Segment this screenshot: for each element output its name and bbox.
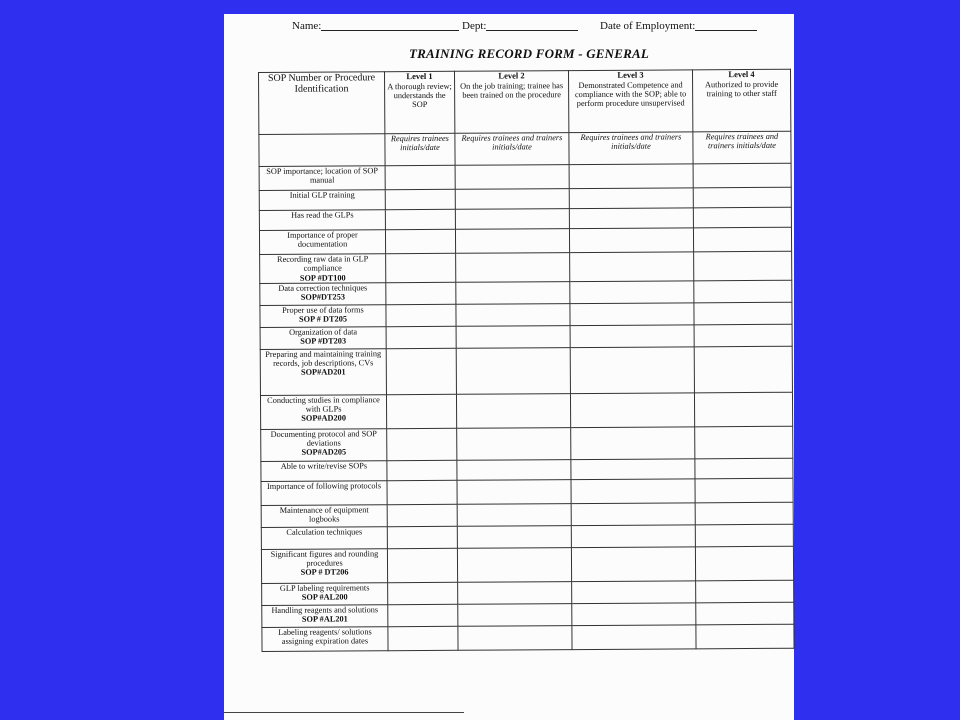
level-1-signoff-cell[interactable] [387, 428, 457, 460]
level-4-desc: Authorized to provide training to other staff [704, 79, 779, 99]
level-3-signoff-cell[interactable] [569, 208, 693, 229]
level-2-signoff-cell[interactable] [457, 525, 571, 548]
level-3-signoff-cell[interactable] [570, 252, 694, 282]
procedure-text: Has read the GLPs [291, 210, 354, 220]
procedure-cell [260, 395, 386, 430]
requirement-row [259, 131, 791, 166]
table-row [261, 524, 793, 549]
sop-code: SOP # DT206 [300, 567, 349, 578]
table-row [262, 602, 794, 627]
level-3-signoff-cell[interactable] [570, 325, 694, 348]
sop-code: SOP#AD200 [301, 413, 347, 424]
level-1-signoff-cell[interactable] [388, 582, 458, 604]
sop-code: SOP #AL200 [301, 592, 348, 602]
dept-blank[interactable] [486, 20, 578, 31]
procedure-cell [262, 605, 388, 628]
level-1-signoff-cell[interactable] [386, 326, 456, 348]
procedure-cell [260, 283, 386, 306]
level-1-signoff-cell[interactable] [387, 548, 457, 582]
level-2-signoff-cell[interactable] [456, 281, 570, 304]
level-3-signoff-cell[interactable] [570, 303, 694, 326]
procedure-text: Handling reagents and solutions [271, 605, 379, 615]
level-4-signoff-cell[interactable] [693, 163, 791, 188]
procedure-text: Maintenance of equipment logbooks [279, 505, 369, 524]
sop-code: SOP #DT203 [300, 336, 347, 346]
level-1-requirement: Requires trainees initials/date [385, 133, 455, 165]
procedure-text: Conducting studies in compliance with GLPs [267, 395, 380, 414]
level-3-signoff-cell[interactable] [572, 603, 696, 626]
sop-code: SOP#DT253 [300, 292, 346, 302]
level-4-requirement: Requires trainees and trainers initials/date [693, 131, 791, 164]
level-3-signoff-cell[interactable] [571, 479, 695, 504]
procedure-cell [261, 549, 387, 584]
procedure-text: Labeling reagents/ solutions assigning expiration dates [278, 627, 372, 646]
name-blank[interactable] [321, 20, 459, 31]
level-4-signoff-cell[interactable] [693, 187, 791, 208]
table-row [262, 580, 794, 605]
procedure-text: Organization of data [289, 327, 358, 337]
level-3-signoff-cell[interactable] [571, 427, 695, 460]
procedure-text: SOP importance; location of SOP manual [266, 166, 378, 185]
level-1-signoff-cell[interactable] [386, 394, 456, 428]
procedure-text: Recording raw data in GLP compliance [276, 254, 369, 274]
level-2-requirement: Requires trainees and trainers initials/date [455, 133, 569, 166]
level-1-signoff-cell[interactable] [385, 165, 455, 189]
table-row [260, 392, 792, 429]
level-3-title: Level 3 [617, 69, 644, 80]
level-1-signoff-cell[interactable] [387, 526, 457, 548]
sop-code: SOP#AD201 [300, 367, 346, 378]
procedure-header: SOP Number or Procedure Identification [259, 72, 385, 135]
level-4-signoff-cell[interactable] [696, 602, 794, 625]
procedure-text: Documenting protocol and SOP deviations [270, 429, 377, 448]
level-4-signoff-cell[interactable] [695, 458, 793, 479]
procedure-cell [259, 230, 385, 255]
level-2-signoff-cell[interactable] [457, 547, 571, 582]
level-1-signoff-cell[interactable] [385, 229, 455, 253]
level-2-signoff-cell[interactable] [457, 459, 571, 480]
procedure-text: Proper use of data forms [282, 305, 364, 315]
procedure-cell [262, 627, 388, 652]
bottom-rule [224, 712, 464, 713]
procedure-cell [260, 349, 386, 396]
table-row [259, 227, 791, 254]
level-2-signoff-cell[interactable] [457, 427, 571, 460]
training-table [258, 69, 795, 652]
sop-code: SOP #AL201 [301, 614, 348, 624]
level-1-signoff-cell[interactable] [388, 626, 458, 650]
level-4-signoff-cell[interactable] [694, 302, 792, 325]
level-2-title: Level 2 [498, 70, 525, 81]
procedure-cell [259, 190, 385, 211]
procedure-text: Data correction techniques [278, 283, 368, 293]
level-2-signoff-cell[interactable] [456, 325, 570, 348]
employment-date-field[interactable] [600, 20, 695, 32]
level-4-signoff-cell[interactable] [693, 207, 791, 228]
procedure-text: Importance of proper documentation [287, 230, 358, 250]
level-4-signoff-cell[interactable] [696, 580, 794, 603]
level-1-signoff-cell[interactable] [388, 604, 458, 626]
level-4-signoff-cell[interactable] [695, 502, 793, 525]
level-1-signoff-cell[interactable] [387, 504, 457, 526]
table-row [260, 280, 792, 305]
sop-code: SOP #DT100 [299, 273, 346, 283]
level-1-signoff-cell[interactable] [385, 189, 455, 209]
table-row [259, 163, 791, 190]
level-3-signoff-cell[interactable] [571, 525, 695, 548]
procedure-cell [261, 481, 387, 506]
level-3-header [568, 70, 692, 133]
level-2-signoff-cell[interactable] [455, 229, 569, 254]
level-4-signoff-cell[interactable] [695, 426, 793, 459]
procedure-cell [262, 583, 388, 606]
name-field[interactable] [292, 20, 321, 32]
level-2-header [454, 71, 568, 134]
level-2-signoff-cell[interactable] [456, 253, 570, 283]
procedure-text: Calculation techniques [286, 527, 363, 537]
table-row [261, 502, 793, 527]
level-2-signoff-cell[interactable] [458, 603, 572, 626]
table-row [261, 546, 793, 583]
form-title: TRAINING RECORD FORM - GENERAL [408, 46, 650, 61]
procedure-text: Initial GLP training [289, 190, 355, 200]
dept-field[interactable] [462, 20, 486, 32]
level-2-signoff-cell[interactable] [456, 303, 570, 326]
procedure-cell [261, 429, 387, 462]
level-3-signoff-cell[interactable] [570, 393, 694, 428]
procedure-text: Able to write/revise SOPs [280, 461, 368, 471]
level-2-signoff-cell[interactable] [458, 625, 572, 650]
level-1-signoff-cell[interactable] [387, 460, 457, 480]
table-row [260, 346, 792, 395]
level-2-signoff-cell[interactable] [455, 189, 569, 210]
table-row [261, 478, 793, 505]
level-3-signoff-cell[interactable] [570, 281, 694, 304]
procedure-cell [260, 327, 386, 350]
procedure-cell [260, 254, 386, 284]
level-4-signoff-cell[interactable] [694, 346, 792, 393]
level-header-row [259, 69, 791, 134]
requirement-blank-cell [259, 134, 385, 167]
level-1-signoff-cell[interactable] [386, 348, 456, 394]
level-3-signoff-cell[interactable] [570, 347, 694, 394]
level-1-title: Level 1 [406, 70, 433, 82]
level-1-signoff-cell[interactable] [387, 480, 457, 504]
level-2-signoff-cell[interactable] [458, 581, 572, 604]
level-4-signoff-cell[interactable] [694, 324, 792, 347]
sop-code: SOP # DT205 [299, 314, 348, 324]
level-2-signoff-cell[interactable] [455, 209, 569, 230]
level-4-signoff-cell[interactable] [695, 524, 793, 547]
level-1-signoff-cell[interactable] [386, 253, 456, 282]
procedure-cell [259, 166, 385, 191]
level-2-signoff-cell[interactable] [457, 479, 571, 504]
level-3-signoff-cell[interactable] [571, 547, 695, 582]
table-row [260, 324, 792, 349]
level-4-signoff-cell[interactable] [694, 280, 792, 303]
table-row [261, 426, 793, 461]
sop-code: SOP#AD205 [301, 447, 347, 458]
level-4-signoff-cell[interactable] [696, 624, 794, 649]
level-1-signoff-cell[interactable] [385, 209, 455, 229]
level-3-signoff-cell[interactable] [571, 503, 695, 526]
level-4-header [692, 69, 790, 132]
level-2-signoff-cell[interactable] [456, 393, 570, 428]
level-3-signoff-cell[interactable] [572, 581, 696, 604]
level-2-signoff-cell[interactable] [455, 165, 569, 190]
procedure-text: Preparing and maintaining training records, job descriptions, CVs [265, 349, 382, 369]
level-1-header [385, 71, 455, 133]
training-form-page [224, 14, 794, 720]
level-3-signoff-cell[interactable] [569, 228, 693, 253]
employment-date-label: Date of Employment: [600, 20, 696, 32]
table-row [260, 251, 792, 283]
procedure-rows [259, 163, 794, 651]
table-row [260, 302, 792, 327]
level-3-requirement: Requires trainees and trainers initials/date [569, 132, 693, 165]
table-row [262, 624, 794, 651]
level-4-signoff-cell[interactable] [693, 227, 791, 252]
name-label: Name: [292, 20, 322, 32]
level-1-desc: A thorough review; understands the SOP [387, 81, 452, 110]
procedure-cell [261, 461, 387, 482]
level-4-signoff-cell[interactable] [695, 478, 793, 503]
level-1-signoff-cell[interactable] [386, 304, 456, 326]
level-3-signoff-cell[interactable] [571, 459, 695, 480]
procedure-text: GLP labeling requirements [279, 583, 370, 593]
employment-date-blank[interactable] [695, 20, 757, 31]
level-1-signoff-cell[interactable] [386, 282, 456, 304]
level-4-signoff-cell[interactable] [694, 392, 792, 427]
header-fields [292, 20, 782, 40]
level-3-desc: Demonstrated Competence and compliance with the SOP; able to perform procedure unsupervised [574, 79, 687, 109]
level-3-signoff-cell[interactable] [569, 164, 693, 189]
level-4-signoff-cell[interactable] [694, 251, 792, 280]
level-2-desc: On the job training; trainee has been trained on the procedure [460, 80, 564, 100]
level-2-signoff-cell[interactable] [457, 503, 571, 526]
level-2-signoff-cell[interactable] [456, 347, 570, 394]
level-4-title: Level 4 [728, 68, 755, 80]
level-4-signoff-cell[interactable] [695, 546, 793, 581]
procedure-text: Significant figures and rounding procedures [270, 549, 379, 568]
procedure-text: Importance of following protocols [266, 481, 382, 491]
procedure-cell [261, 527, 387, 550]
procedure-cell [260, 305, 386, 328]
procedure-cell [261, 505, 387, 528]
level-3-signoff-cell[interactable] [572, 625, 696, 650]
level-3-signoff-cell[interactable] [569, 188, 693, 209]
procedure-cell [259, 210, 385, 231]
dept-label: Dept: [462, 20, 487, 32]
